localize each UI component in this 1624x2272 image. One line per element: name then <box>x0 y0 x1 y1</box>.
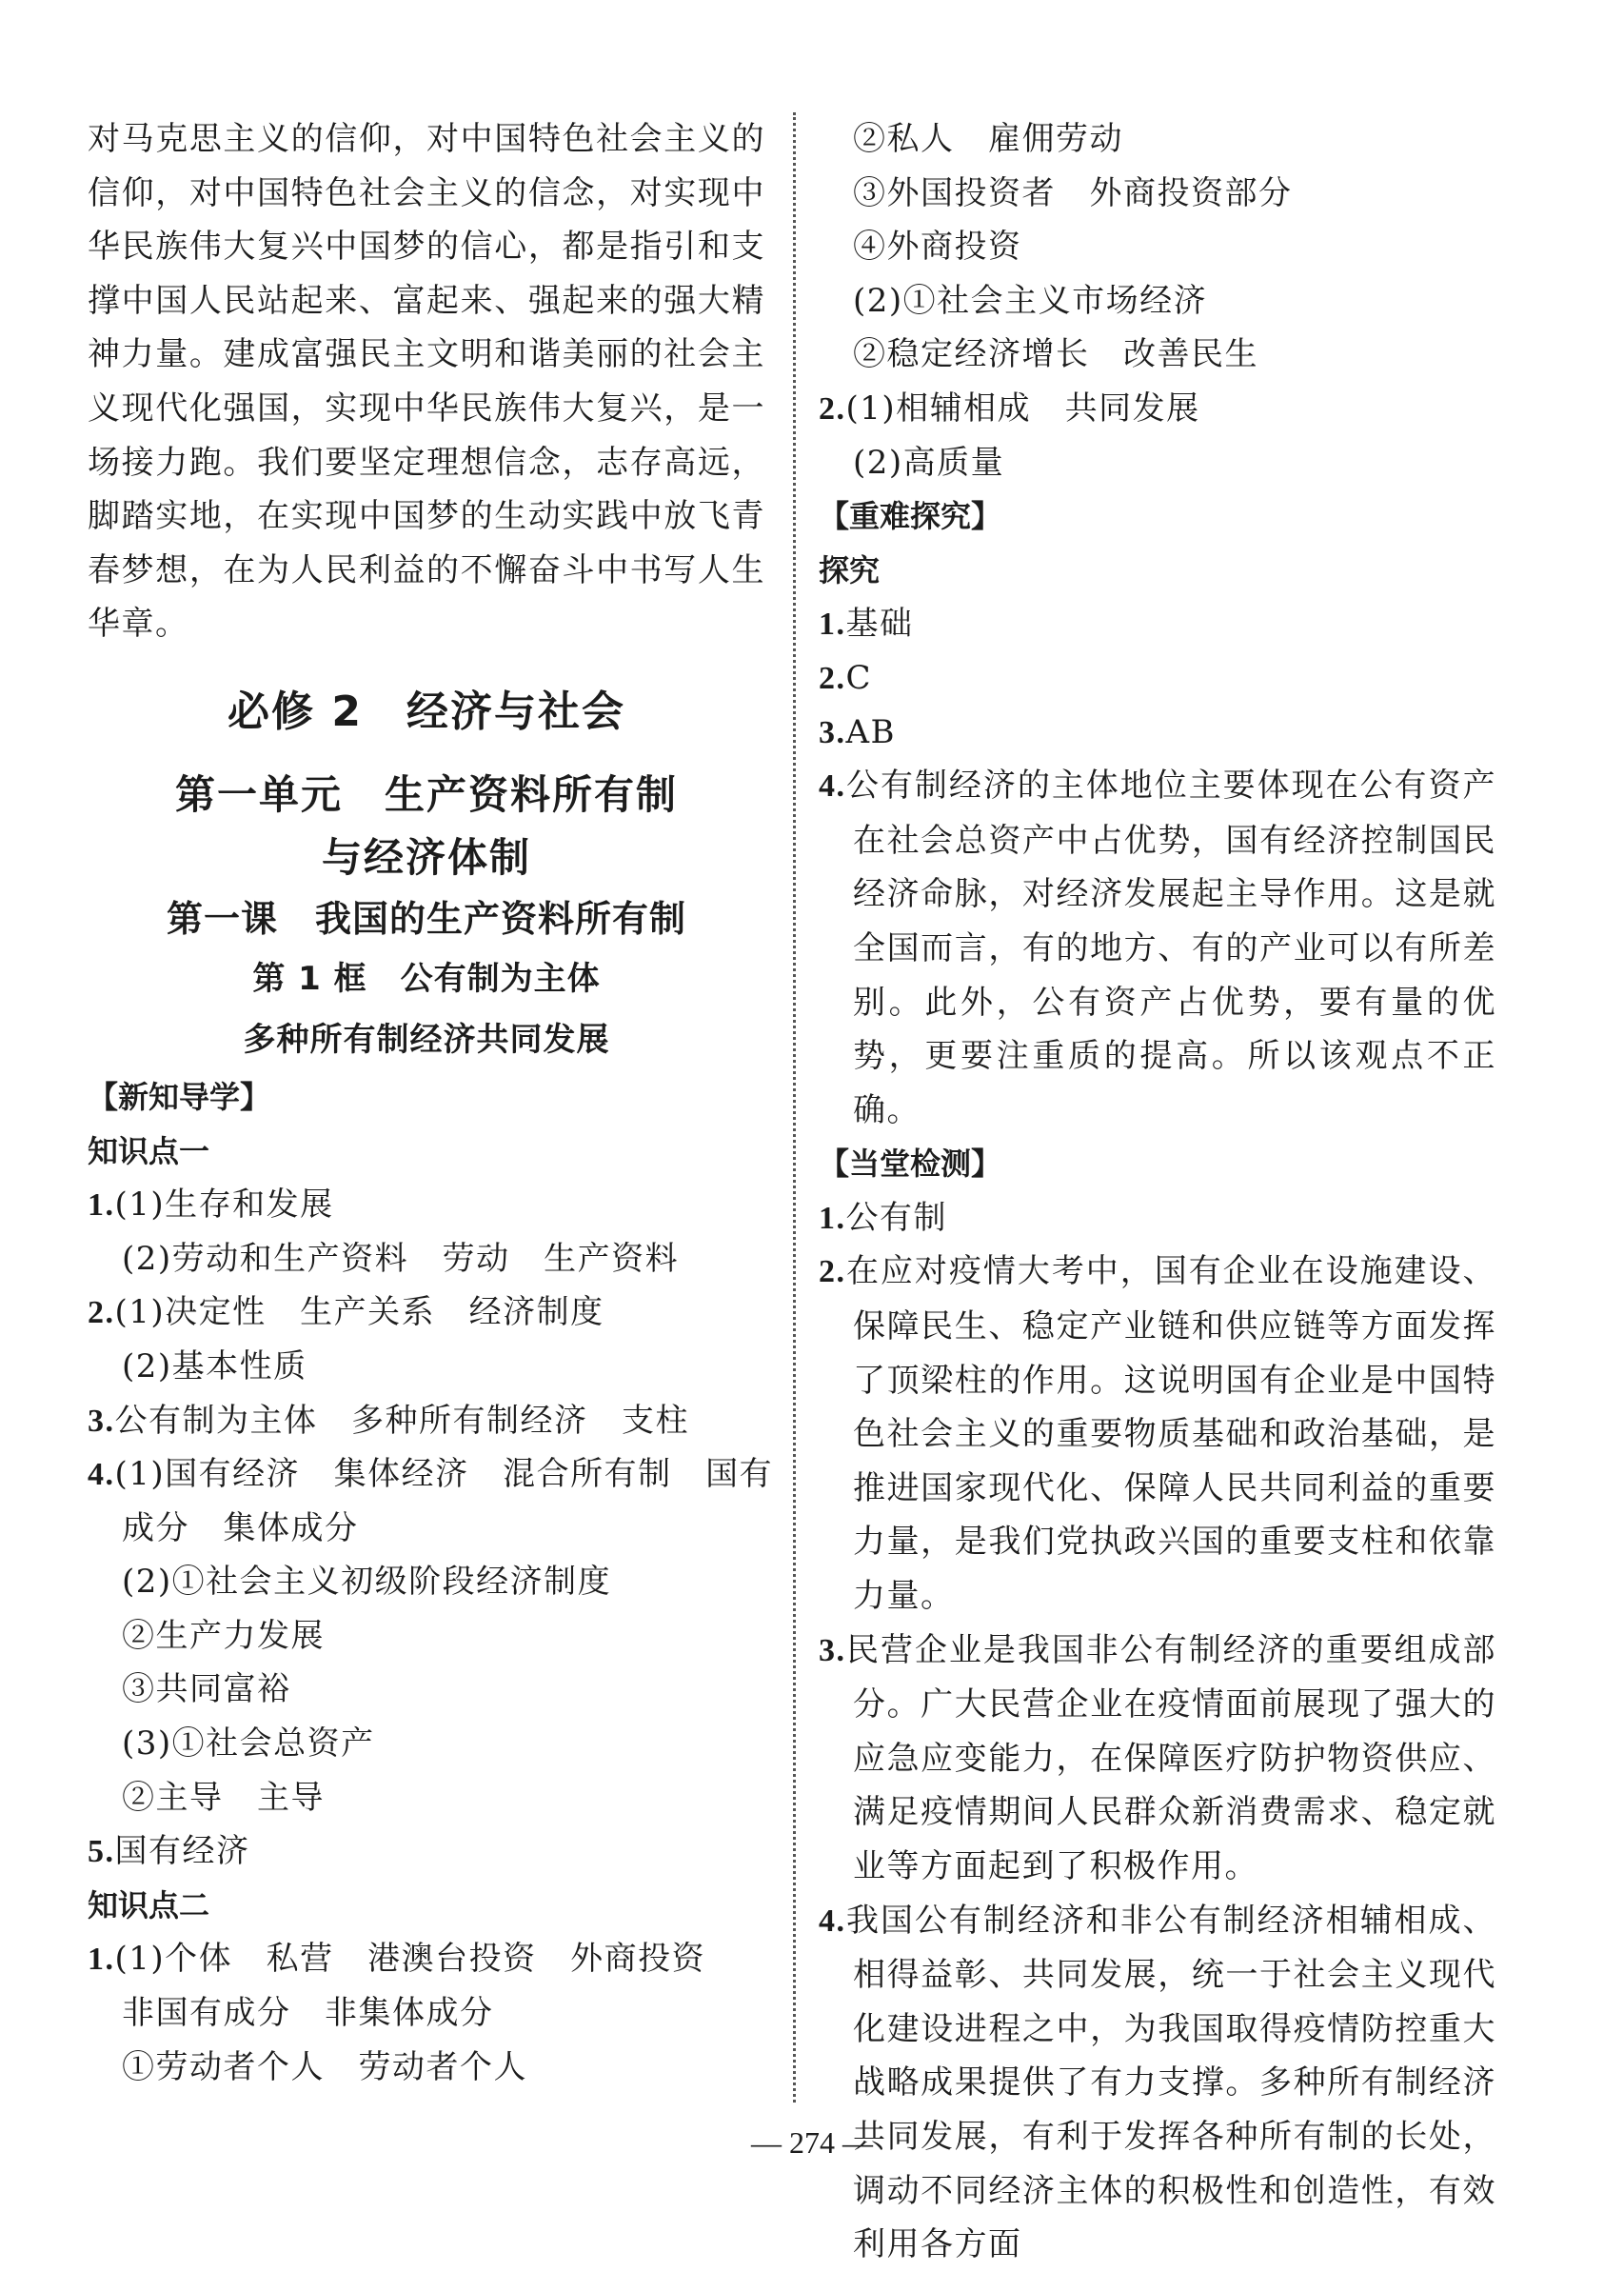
section-key-difficult: 【重难探究】 <box>819 498 1002 535</box>
knowledge-point-1-list <box>88 1178 774 1879</box>
section-new-knowledge: 【新知导学】 <box>88 1078 271 1115</box>
list-item: ③外国投资者 外商投资部分 <box>853 173 1293 212</box>
list-item: 3.AB <box>819 712 897 751</box>
list-item: 1.(1)生存和发展 <box>88 1186 334 1225</box>
list-item: ④外商投资 <box>853 228 1022 267</box>
list-item: 2.(1)相辅相成 共同发展 <box>819 389 1200 428</box>
list-item: (2)高质量 <box>853 443 1005 482</box>
section-class-check: 【当堂检测】 <box>819 1146 1002 1183</box>
frame-title: 第 1 框 公有制为主体 <box>252 959 601 998</box>
list-item: 4.(1)国有经济 集体经济 混合所有制 国有 <box>88 1455 774 1494</box>
check-answer-4: 4.我国公有制经济和非公有制经济相辅相成、相得益彰、共同发展，统一于社会主义现代化建设进程之中，为我国取得疫情防控重大战略成果提供了有力支撑。多种所有制经济共同发展，有利于发挥各种所有制的长处，调动不同经济主体的积极性和创造性，有效利用各方面 <box>819 1901 1496 2264</box>
knowledge-point-1-heading: 知识点一 <box>88 1132 210 1169</box>
list-item: 2.(1)决定性 生产关系 经济制度 <box>88 1293 604 1332</box>
column-divider <box>793 112 796 2103</box>
list-item: (3)①社会总资产 <box>122 1724 375 1764</box>
unit-title-line2: 与经济体制 <box>321 833 531 881</box>
list-item: ②稳定经济增长 改善民生 <box>853 335 1258 374</box>
list-item: 非国有成分 非集体成分 <box>122 1994 494 2033</box>
unit-title-line1: 第一单元 生产资料所有制 <box>174 770 678 818</box>
list-item: (2)①社会主义市场经济 <box>853 281 1208 320</box>
continued-list <box>819 112 1496 489</box>
page-number: — 274 — <box>751 2125 873 2160</box>
lesson-title: 第一课 我国的生产资料所有制 <box>166 897 686 940</box>
explore-heading: 探究 <box>819 551 881 588</box>
check-answer-3: 3.民营企业是我国非公有制经济的重要组成部分。广大民营企业在疫情面前展现了强大的应急应变能力，在保障医疗防护物资供应、满足疫情期间人民群众新消费需求、稳定就业等方面起到了积极作用。 <box>819 1630 1496 1885</box>
left-column <box>88 112 774 2094</box>
explore-answer-4: 4.公有制经济的主体地位主要体现在公有资产在社会总资产中占优势，国有经济控制国民经济命脉，对经济发展起主导作用。这是就全国而言，有的地方、有的产业可以有所差别。此外，公有资产占优势，要有量的优势，更要注重质的提高。所以该观点不正确。 <box>819 767 1496 1129</box>
list-item: ①劳动者个人 劳动者个人 <box>122 2047 527 2086</box>
list-item: (2)劳动和生产资料 劳动 生产资料 <box>122 1239 680 1278</box>
knowledge-point-2-list <box>88 1932 765 2094</box>
list-item: 2.C <box>819 658 873 697</box>
right-column <box>819 112 1496 2272</box>
check-answer-1: 1.公有制 <box>819 1198 947 1237</box>
list-item: 3.公有制为主体 多种所有制经济 支柱 <box>88 1401 689 1440</box>
check-answer-2: 2.在应对疫情大考中，国有企业在设施建设、保障民生、稳定产业链和供应链等方面发挥了顶梁柱的作用。这说明国有企业是中国特色社会主义的重要物质基础和政治基础，是推进国家现代化、保障人民共同利益的重要力量，是我们党执政兴国的重要支柱和依靠力量。 <box>819 1252 1496 1616</box>
book-title: 必修 2 经济与社会 <box>228 687 625 736</box>
list-item: 1.(1)个体 私营 港澳台投资 外商投资 <box>88 1940 706 1979</box>
list-item: (2)①社会主义初级阶段经济制度 <box>122 1563 612 1602</box>
list-item: ③共同富裕 <box>122 1670 291 1709</box>
list-item: (2)基本性质 <box>122 1346 307 1385</box>
intro-paragraph: 对马克思主义的信仰，对中国特色社会主义的信仰，对中国特色社会主义的信念，对实现中华民族伟大复兴中国梦的信心，都是指引和支撑中国人民站起来、富起来、强起来的强大精神力量。建成富强民主文明和谐美丽的社会主义现代化强国，实现中华民族伟大复兴，是一场接力跑。我们要坚定理想信念，志存高远，脚踏实地，在实现中国梦的生动实践中放飞青春梦想，在为人民利益的不懈奋斗中书写人生华章。 <box>88 120 765 644</box>
list-item: ②主导 主导 <box>122 1778 325 1817</box>
list-item: 成分 集体成分 <box>122 1508 359 1547</box>
list-item: 5.国有经济 <box>88 1832 250 1871</box>
list-item: ②私人 雇佣劳动 <box>853 120 1123 158</box>
list-item: 1.基础 <box>819 605 914 644</box>
list-item: ②生产力发展 <box>122 1616 325 1655</box>
frame-subtitle: 多种所有制经济共同发展 <box>243 1020 610 1059</box>
knowledge-point-2-heading: 知识点二 <box>88 1886 210 1923</box>
